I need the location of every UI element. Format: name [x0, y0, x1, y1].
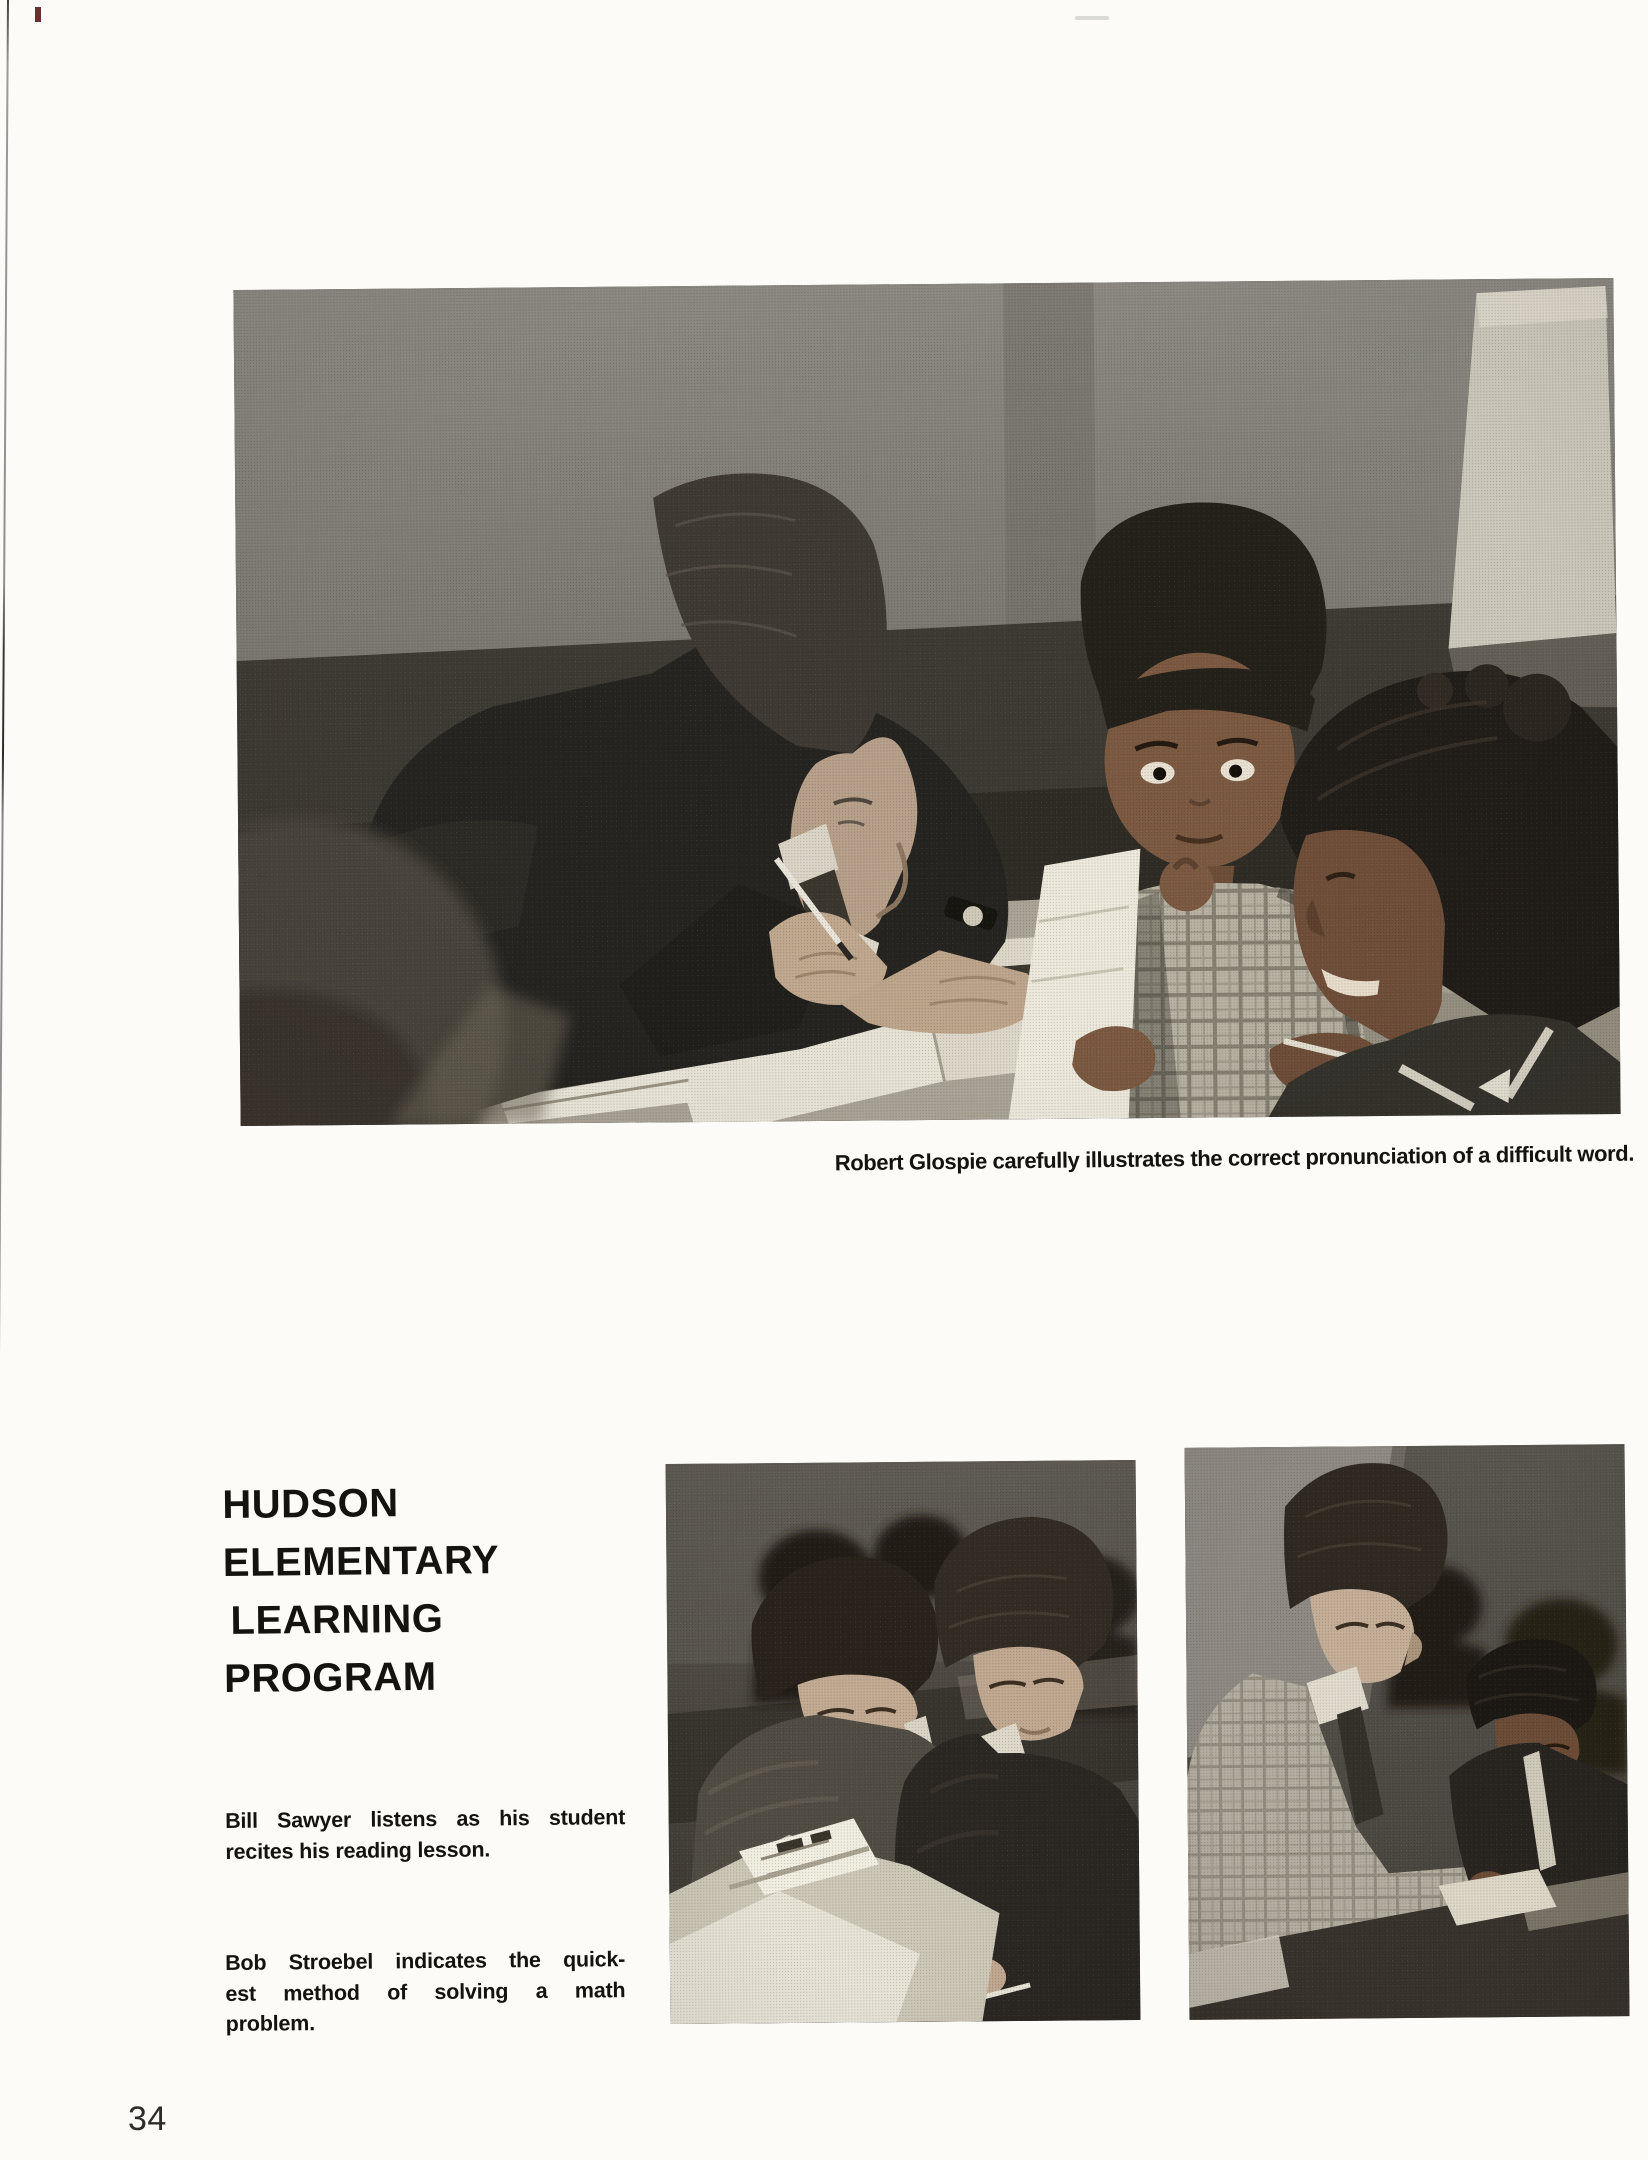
main-photo-caption: Robert Glospie carefully illustrates the correct pronunciation of a difficult word.: [834, 1140, 1635, 1176]
caption-line: Bill Sawyer listens as his student: [225, 1805, 626, 1833]
caption-line: Bob Stroebel indicates the quick-: [225, 1947, 626, 1975]
heading-line: LEARNING: [230, 1596, 444, 1643]
caption-bill-sawyer: [225, 1802, 626, 1867]
page-number: 34: [128, 2100, 167, 2138]
section-heading: [222, 1473, 501, 1708]
main-photo: [233, 278, 1620, 1126]
caption-line: problem.: [225, 2011, 316, 2036]
caption-line: recites his reading lesson.: [225, 1836, 491, 1864]
caption-line: est method of solving a math: [225, 1977, 626, 2006]
main-photo-illustration: [233, 278, 1620, 1126]
scan-smudge: [1075, 16, 1109, 20]
bill-photo-illustration: [666, 1460, 1141, 2024]
page-edge-scan-line: [0, 0, 9, 2160]
photo-bill-sawyer: [666, 1460, 1141, 2024]
photo-bob-stroebel: [1185, 1444, 1630, 2020]
bob-photo-illustration: [1185, 1444, 1630, 2020]
heading-line: PROGRAM: [223, 1654, 437, 1701]
caption-bob-stroebel: [225, 1944, 626, 2039]
heading-line: ELEMENTARY: [222, 1538, 500, 1585]
red-registration-mark: [35, 7, 41, 22]
heading-line: HUDSON: [222, 1481, 399, 1527]
